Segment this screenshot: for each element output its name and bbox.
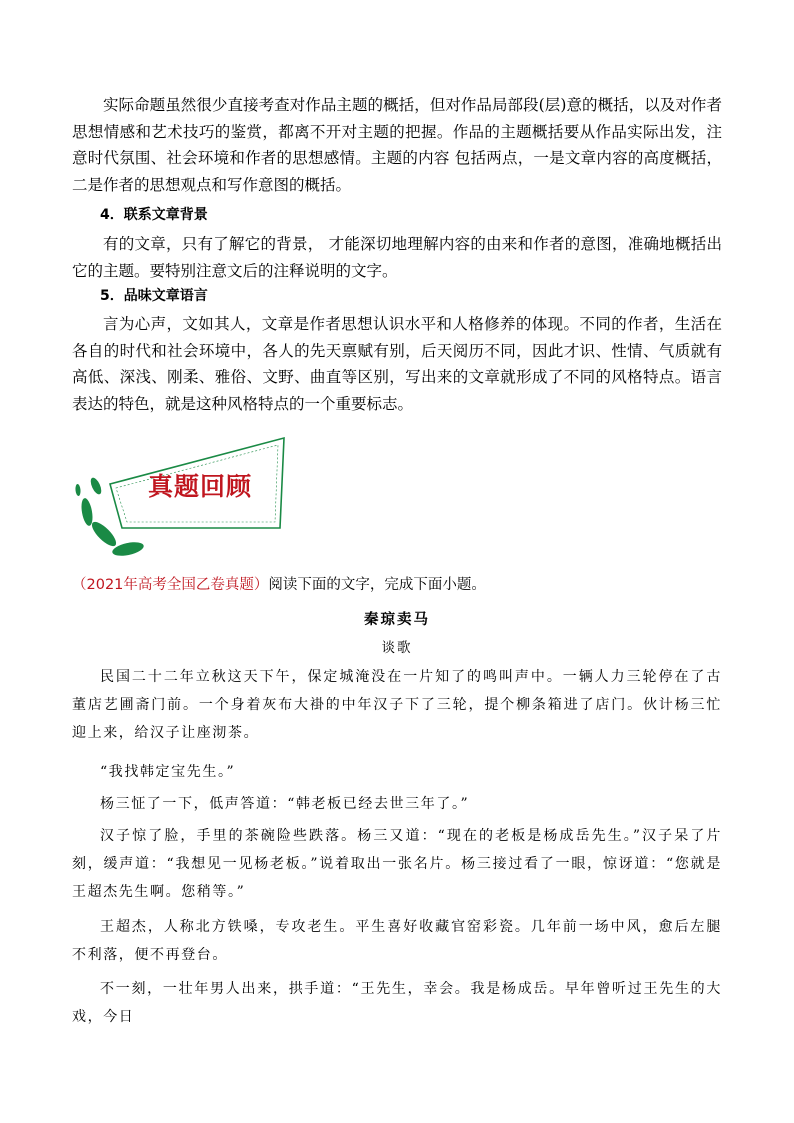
- banner-title: 真题回顾: [148, 472, 253, 501]
- story-paragraph: 王超杰，人称北方铁嗓，专攻老生。平生喜好收藏官窑彩瓷。几年前一场中风，愈后左腿不利落，便不再登台。: [72, 919, 722, 963]
- story-title: 秦琼卖马: [364, 611, 430, 628]
- story-paragraph: 民国二十二年立秋这天下午，保定城淹没在一片知了的鸣叫声中。一辆人力三轮停在了古董店艺圃斋门前。一个身着灰布大褂的中年汉子下了三轮，提个柳条箱进了店门。伙计杨三忙迎上来，给汉子让座沏茶。: [72, 669, 722, 741]
- section-heading-language: 5．品味文章语言: [100, 288, 208, 304]
- story-paragraph: 杨三怔了一下，低声答道：“韩老板已经去世三年了。”: [100, 796, 470, 812]
- intro-paragraph-theme: 实际命题虽然很少直接考查对作品主题的概括，但对作品局部段(层)意的概括，以及对作者思想情感和艺术技巧的鉴赏，都离不开对主题的把握。作品的主题概括要从作品实际出发，注意时代氛围、社会环境和作者的思想感情。主题的内容 包括两点，一是文章内容的高度概括，二是作者的思想观点和写作意图的概括。: [72, 96, 722, 194]
- story-paragraph: “我找韩定宝先生。”: [100, 764, 236, 780]
- story-paragraph: 不一刻，一壮年男人出来，拱手道：“王先生，幸会。我是杨成岳。早年曾听过王先生的大戏，今日: [72, 981, 722, 1025]
- story-paragraph: 汉子惊了脸，手里的茶碗险些跌落。杨三又道：“现在的老板是杨成岳先生。”汉子呆了片刻，缓声道：“我想见一见杨老板。”说着取出一张名片。杨三接过看了一眼，惊讶道：“您就是王超杰先生啊。您稍等。”: [72, 828, 722, 900]
- intro-paragraph-language: 言为心声，文如其人，文章是作者思想认识水平和人格修养的体现。不同的作者，生活在各自的时代和社会环境中，各人的先天禀赋有别，后天阅历不同，因此才识、性情、气质就有高低、深浅、刚柔、雅俗、文野、曲直等区别，写出来的文章就形成了不同的风格特点。语言表达的特色，就是这种风格特点的一个重要标志。: [72, 315, 722, 413]
- story-author: 谈歌: [381, 640, 413, 656]
- exam-prompt: [72, 574, 486, 596]
- exam-instruction: 阅读下面的文字，完成下面小题。: [268, 577, 486, 593]
- exam-source: （2021年高考全国乙卷真题）: [72, 577, 269, 593]
- intro-paragraph-background: 有的文章，只有了解它的背景， 才能深切地理解内容的由来和作者的意图，准确地概括出它的主题。要特别注意文后的注释说明的文字。: [72, 235, 722, 280]
- section-heading-background: 4．联系文章背景: [100, 207, 208, 223]
